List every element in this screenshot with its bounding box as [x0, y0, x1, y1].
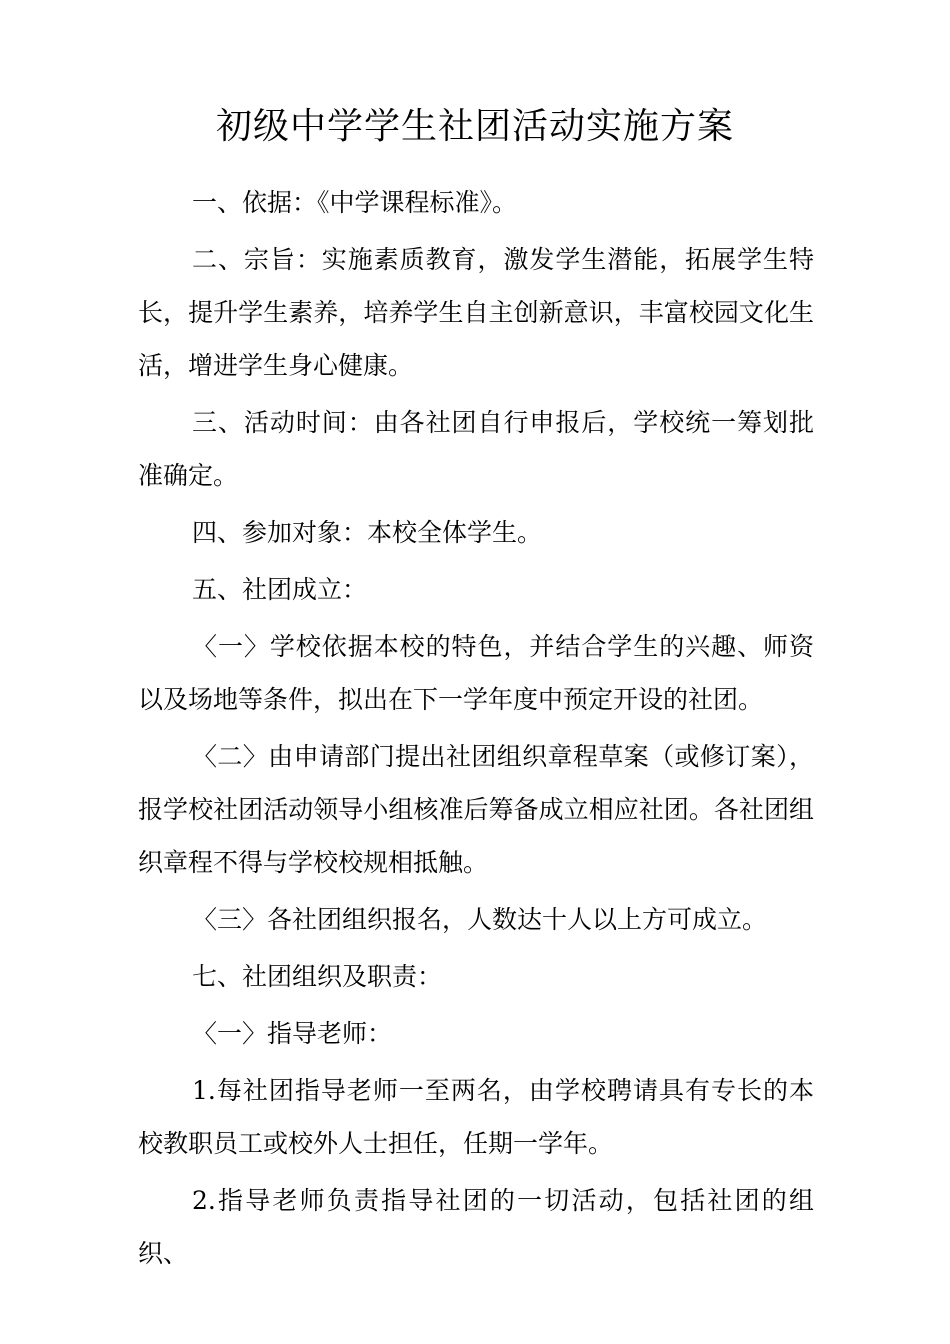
paragraph-activity-time: 三、活动时间：由各社团自行申报后，学校统一筹划批准确定。 [138, 408, 814, 490]
document-body [138, 176, 814, 1284]
document-title: 初级中学学生社团活动实施方案 [215, 106, 734, 147]
paragraph-establishment-item-3: 〈三〉各社团组织报名，人数达十人以上方可成立。 [192, 905, 768, 934]
paragraph-organization-duties: 七、社团组织及职责： [192, 962, 443, 991]
paragraph-establishment-item-2: 〈二〉由申请部门提出社团组织章程草案（或修订案），报学校社团活动领导小组核准后筹备成立相应社团。各社团组织章程不得与学校校规相抵触。 [138, 742, 814, 877]
paragraph-advisor-item-2: 2.指导老师负责指导社团的一切活动，包括社团的组织、 [138, 1186, 814, 1268]
paragraph-basis: 一、依据：《中学课程标准》。 [192, 188, 518, 217]
paragraph-advisor-heading: 〈一〉指导老师： [192, 1019, 393, 1048]
paragraph-club-establishment: 五、社团成立： [192, 575, 368, 604]
paragraph-advisor-item-1: 1.每社团指导老师一至两名，由学校聘请具有专长的本校教职员工或校外人士担任，任期一学年。 [138, 1076, 814, 1158]
paragraph-participants: 四、参加对象：本校全体学生。 [192, 518, 543, 547]
paragraph-purpose: 二、宗旨：实施素质教育，激发学生潜能，拓展学生特长，提升学生素养，培养学生自主创新意识，丰富校园文化生活，增进学生身心健康。 [138, 245, 814, 380]
paragraph-establishment-item-1: 〈一〉学校依据本校的特色，并结合学生的兴趣、师资以及场地等条件，拟出在下一学年度中预定开设的社团。 [138, 632, 814, 714]
